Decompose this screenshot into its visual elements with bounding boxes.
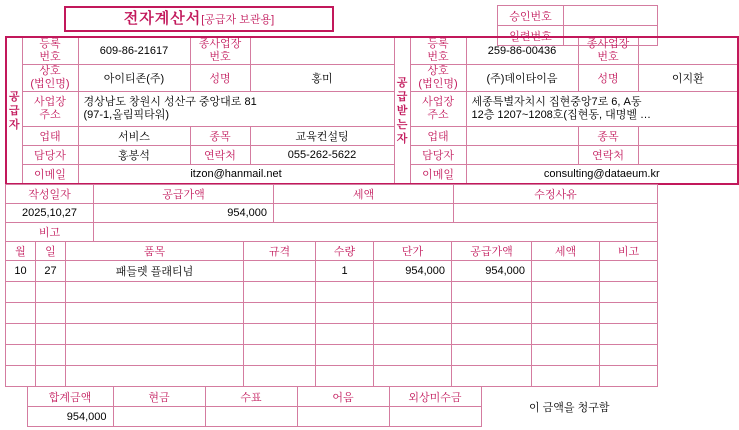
receiver-email-label: 이메일: [410, 165, 466, 185]
item-month[interactable]: 10: [6, 261, 36, 282]
col-header-spec: 규격: [244, 242, 316, 261]
item-day[interactable]: [36, 282, 66, 303]
item-supply-amount[interactable]: 954,000: [452, 261, 532, 282]
charge-statement: 이 금액을 청구함: [529, 401, 610, 414]
receiver-address-value[interactable]: 세종특별자치시 집현중앙7로 6, A동 12층 1207~1208호(집현동, 대명벨 …: [466, 92, 738, 127]
item-spec[interactable]: [244, 366, 316, 387]
table-row: [6, 92, 738, 127]
table-row: [6, 65, 738, 92]
item-day[interactable]: [36, 345, 66, 366]
item-supply-amount[interactable]: [452, 282, 532, 303]
item-spec[interactable]: [244, 345, 316, 366]
table-row: [6, 223, 658, 242]
item-tax[interactable]: [532, 366, 600, 387]
supplier-reg-no-label: 등록 번호: [22, 37, 78, 65]
item-spec[interactable]: [244, 282, 316, 303]
supplier-sub-biz-no-value[interactable]: [250, 37, 394, 65]
receiver-email-value[interactable]: consulting@dataeum.kr: [466, 165, 738, 185]
receiver-sub-biz-no-label: 종사업장 번호: [578, 37, 638, 65]
col-header-note: 비고: [600, 242, 658, 261]
title-main: 전자계산서: [123, 10, 202, 27]
item-tax[interactable]: [532, 324, 600, 345]
title-sub: [공급자 보관용]: [201, 14, 275, 26]
credit-label: 외상미수금: [389, 387, 481, 407]
receiver-side-label: 공 급 받 는 자: [394, 37, 410, 184]
receiver-item-type-label: 종목: [578, 127, 638, 146]
write-date-label: 작성일자: [6, 185, 94, 204]
item-tax[interactable]: [532, 345, 600, 366]
receiver-company-value[interactable]: (주)데이타이음: [466, 65, 578, 92]
item-qty[interactable]: [316, 366, 374, 387]
supplier-manager-label: 담당자: [22, 146, 78, 165]
spacer-cell: [5, 407, 27, 427]
col-header-day: 일: [36, 242, 66, 261]
item-unit-price[interactable]: [374, 366, 452, 387]
supplier-contact-value[interactable]: 055-262-5622: [250, 146, 394, 165]
receiver-manager-label: 담당자: [410, 146, 466, 165]
note-value[interactable]: [94, 223, 658, 242]
table-row: [6, 282, 658, 303]
table-row: [6, 204, 658, 223]
supplier-manager-value[interactable]: 홍봉석: [78, 146, 190, 165]
item-supply-amount[interactable]: [452, 345, 532, 366]
col-header-supply-amount: 공급가액: [452, 242, 532, 261]
col-header-unit-price: 단가: [374, 242, 452, 261]
item-supply-amount[interactable]: [452, 324, 532, 345]
item-month[interactable]: [6, 366, 36, 387]
item-qty[interactable]: [316, 324, 374, 345]
supplier-item-type-value[interactable]: 교육컨설팅: [250, 127, 394, 146]
item-qty[interactable]: [316, 345, 374, 366]
table-row: [6, 261, 658, 282]
receiver-biz-type-label: 업태: [410, 127, 466, 146]
item-tax[interactable]: [532, 261, 600, 282]
supply-amount-label: 공급가액: [94, 185, 274, 204]
item-qty[interactable]: [316, 282, 374, 303]
table-row: [6, 345, 658, 366]
item-qty[interactable]: [316, 303, 374, 324]
tax-amount-value[interactable]: [274, 204, 454, 223]
item-month[interactable]: [6, 303, 36, 324]
item-day[interactable]: [36, 366, 66, 387]
items-header-row: [6, 242, 658, 261]
table-row: [6, 37, 738, 65]
supplier-email-label: 이메일: [22, 165, 78, 185]
item-spec[interactable]: [244, 303, 316, 324]
cash-value[interactable]: [113, 407, 205, 427]
receiver-reg-no-label: 등록 번호: [410, 37, 466, 65]
approval-no-value[interactable]: [564, 6, 658, 26]
spacer-cell: [5, 387, 27, 407]
items-table: [5, 241, 658, 387]
col-header-tax: 세액: [532, 242, 600, 261]
col-header-month: 월: [6, 242, 36, 261]
col-header-item: 품목: [66, 242, 244, 261]
item-note[interactable]: [600, 366, 658, 387]
receiver-name-value[interactable]: 이지환: [638, 65, 738, 92]
item-unit-price[interactable]: [374, 282, 452, 303]
receiver-contact-value[interactable]: [638, 146, 738, 165]
receiver-contact-label: 연락처: [578, 146, 638, 165]
table-row: [6, 185, 658, 204]
item-unit-price[interactable]: [374, 345, 452, 366]
receiver-company-label: 상호 (법인명): [410, 65, 466, 92]
page-title: [64, 6, 334, 32]
item-qty[interactable]: 1: [316, 261, 374, 282]
revision-reason-label: 수정사유: [454, 185, 658, 204]
item-name[interactable]: 패들렛 플래티넘: [66, 261, 244, 282]
table-row: [6, 165, 738, 185]
credit-value[interactable]: [389, 407, 481, 427]
serial-no-label: 일련번호: [498, 26, 564, 46]
receiver-name-label: 성명: [578, 65, 638, 92]
supplier-address-label: 사업장 주소: [22, 92, 78, 127]
supplier-address-value[interactable]: 경상남도 창원시 성산구 중앙대로 81 (97-1,올림픽타워): [78, 92, 394, 127]
supplier-item-type-label: 종목: [190, 127, 250, 146]
item-unit-price[interactable]: 954,000: [374, 261, 452, 282]
item-name[interactable]: [66, 366, 244, 387]
supplier-email-value[interactable]: itzon@hanmail.net: [78, 165, 394, 185]
item-day[interactable]: 27: [36, 261, 66, 282]
col-header-qty: 수량: [316, 242, 374, 261]
write-date-value[interactable]: 2025,10,27: [6, 204, 94, 223]
table-row: [6, 366, 658, 387]
item-day[interactable]: [36, 324, 66, 345]
table-row: [6, 146, 738, 165]
item-day[interactable]: [36, 303, 66, 324]
item-note[interactable]: [600, 324, 658, 345]
item-note[interactable]: [600, 345, 658, 366]
tax-amount-label: 세액: [274, 185, 454, 204]
note-bill-value[interactable]: [297, 407, 389, 427]
item-supply-amount[interactable]: [452, 366, 532, 387]
supplier-reg-no-value[interactable]: 609-86-21617: [78, 37, 190, 65]
supplier-company-value[interactable]: 아이티존(주): [78, 65, 190, 92]
receiver-manager-value[interactable]: [466, 146, 578, 165]
receiver-sub-biz-no-value[interactable]: [638, 37, 738, 65]
table-row: [6, 324, 658, 345]
approval-no-label: 승인번호: [498, 6, 564, 26]
item-unit-price[interactable]: [374, 324, 452, 345]
item-note[interactable]: [600, 282, 658, 303]
item-spec[interactable]: [244, 261, 316, 282]
item-name[interactable]: [66, 324, 244, 345]
table-row: [6, 127, 738, 146]
item-month[interactable]: [6, 282, 36, 303]
table-row: [6, 303, 658, 324]
revision-reason-value[interactable]: [454, 204, 658, 223]
document-title-block: [64, 6, 334, 32]
table-row: [498, 6, 658, 26]
summary-table: [5, 184, 658, 242]
item-month[interactable]: [6, 345, 36, 366]
cash-label: 현금: [113, 387, 205, 407]
item-month[interactable]: [6, 324, 36, 345]
parties-table: [5, 36, 739, 185]
supplier-biz-type-label: 업태: [22, 127, 78, 146]
supplier-contact-label: 연락처: [190, 146, 250, 165]
total-amount-value[interactable]: 954,000: [27, 407, 113, 427]
total-amount-label: 합계금액: [27, 387, 113, 407]
supplier-name-label: 성명: [190, 65, 250, 92]
receiver-biz-type-value[interactable]: [466, 127, 578, 146]
supplier-side-label: 공 급 자: [6, 37, 22, 184]
receiver-reg-no-value[interactable]: 259-86-00436: [466, 37, 578, 65]
supplier-sub-biz-no-label: 종사업장 번호: [190, 37, 250, 65]
item-name[interactable]: [66, 282, 244, 303]
item-spec[interactable]: [244, 324, 316, 345]
item-name[interactable]: [66, 303, 244, 324]
item-note[interactable]: [600, 303, 658, 324]
receiver-item-type-value[interactable]: [638, 127, 738, 146]
item-unit-price[interactable]: [374, 303, 452, 324]
item-note[interactable]: [600, 261, 658, 282]
item-tax[interactable]: [532, 282, 600, 303]
receiver-address-label: 사업장 주소: [410, 92, 466, 127]
table-row: [5, 387, 657, 407]
item-tax[interactable]: [532, 303, 600, 324]
item-name[interactable]: [66, 345, 244, 366]
supplier-name-value[interactable]: 홍미: [250, 65, 394, 92]
supplier-biz-type-value[interactable]: 서비스: [78, 127, 190, 146]
check-value[interactable]: [205, 407, 297, 427]
item-supply-amount[interactable]: [452, 303, 532, 324]
totals-table: [5, 386, 657, 427]
check-label: 수표: [205, 387, 297, 407]
supply-amount-value[interactable]: 954,000: [94, 204, 274, 223]
supplier-company-label: 상호 (법인명): [22, 65, 78, 92]
main-body: [5, 36, 704, 427]
note-label: 비고: [6, 223, 94, 242]
note-bill-label: 어음: [297, 387, 389, 407]
